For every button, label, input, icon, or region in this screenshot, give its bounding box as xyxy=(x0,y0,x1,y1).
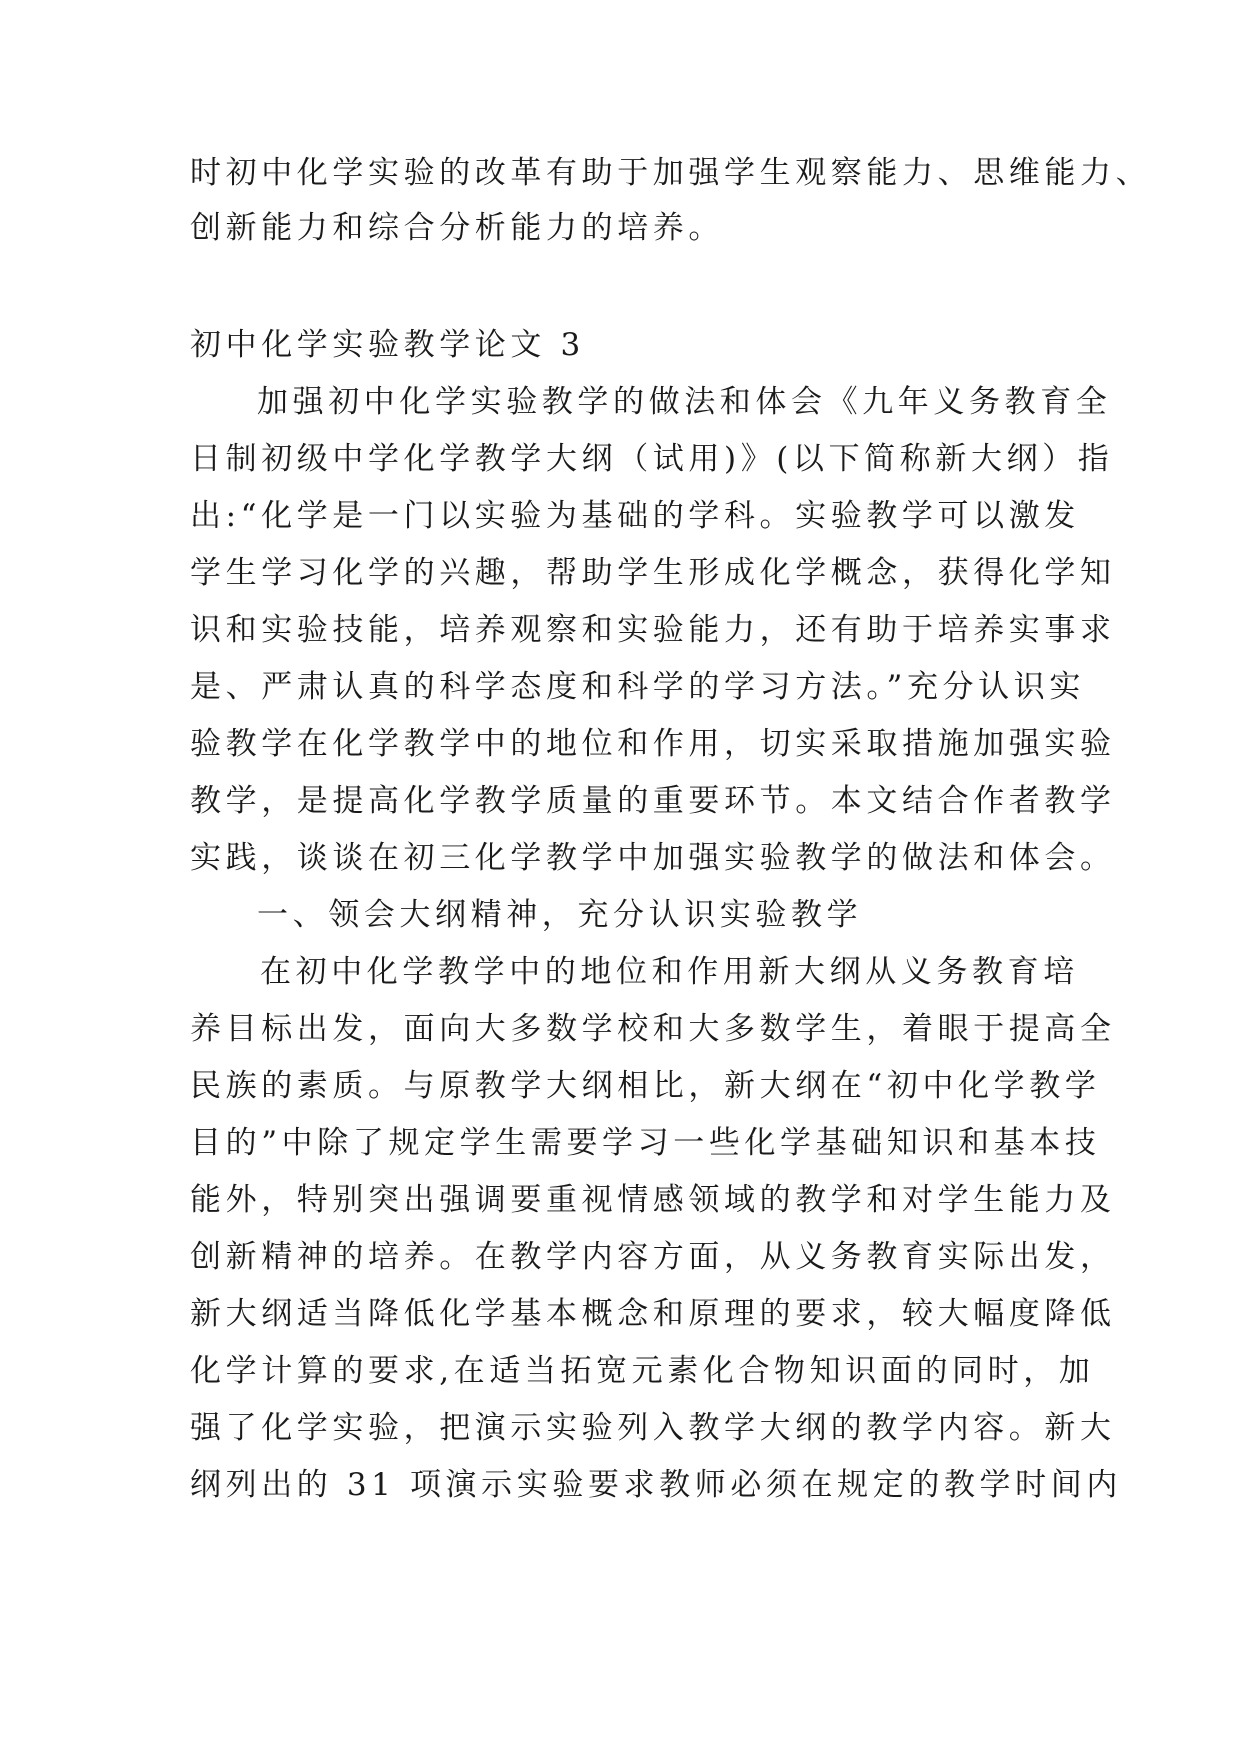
continuation-line-1: 时初中化学实验的改革有助于加强学生观察能力、思维能力、 xyxy=(190,155,1152,191)
paragraph1-line-3: 出:“化学是一门以实验为基础的学科。实验教学可以激发 xyxy=(190,498,1080,534)
paragraph1-line-6: 是、严肃认真的科学态度和科学的学习方法。”充分认识实 xyxy=(190,669,1085,705)
paragraph2-line-3: 民族的素质。与原教学大纲相比，新大纲在“初中化学教学 xyxy=(190,1068,1101,1104)
paragraph2-line-10: 纲列出的 31 项演示实验要求教师必须在规定的教学时间内 xyxy=(190,1467,1122,1503)
paragraph2-line-5: 能外，特别突出强调要重视情感领域的教学和对学生能力及 xyxy=(190,1182,1116,1218)
paragraph1-line-2: 日制初级中学化学教学大纲（试用)》(以下简称新大纲）指 xyxy=(190,441,1114,477)
paragraph1-line-4: 学生学习化学的兴趣，帮助学生形成化学概念，获得化学知 xyxy=(190,555,1116,591)
paragraph1-line-7: 验教学在化学教学中的地位和作用，切实采取措施加强实验 xyxy=(190,726,1116,762)
section-title: 初中化学实验教学论文 3 xyxy=(190,327,585,363)
paragraph1-line-1: 加强初中化学实验教学的做法和体会《九年义务教育全 xyxy=(257,384,1112,420)
continuation-line-2: 创新能力和综合分析能力的培养。 xyxy=(190,210,724,246)
paragraph2-line-4: 目的”中除了规定学生需要学习一些化学基础知识和基本技 xyxy=(190,1125,1101,1161)
paragraph2-line-1: 在初中化学教学中的地位和作用新大纲从义务教育培 xyxy=(260,954,1079,990)
paragraph2-line-7: 新大纲适当降低化学基本概念和原理的要求，较大幅度降低 xyxy=(190,1296,1116,1332)
paragraph2-line-2: 养目标出发，面向大多数学校和大多数学生，着眼于提高全 xyxy=(190,1011,1116,1047)
paragraph1-line-5: 识和实验技能，培养观察和实验能力，还有助于培养实事求 xyxy=(190,612,1116,648)
paragraph1-line-9: 实践，谈谈在初三化学教学中加强实验教学的做法和体会。 xyxy=(190,840,1116,876)
paragraph2-line-9: 强了化学实验，把演示实验列入教学大纲的教学内容。新大 xyxy=(190,1410,1116,1446)
paragraph1-line-8: 教学，是提高化学教学质量的重要环节。本文结合作者教学 xyxy=(190,783,1116,819)
heading-1: 一、领会大纲精神，充分认识实验教学 xyxy=(257,897,863,933)
paragraph2-line-6: 创新精神的培养。在教学内容方面，从义务教育实际出发， xyxy=(190,1239,1116,1275)
paragraph2-line-8: 化学计算的要求,在适当拓宽元素化合物知识面的同时，加 xyxy=(190,1353,1095,1389)
